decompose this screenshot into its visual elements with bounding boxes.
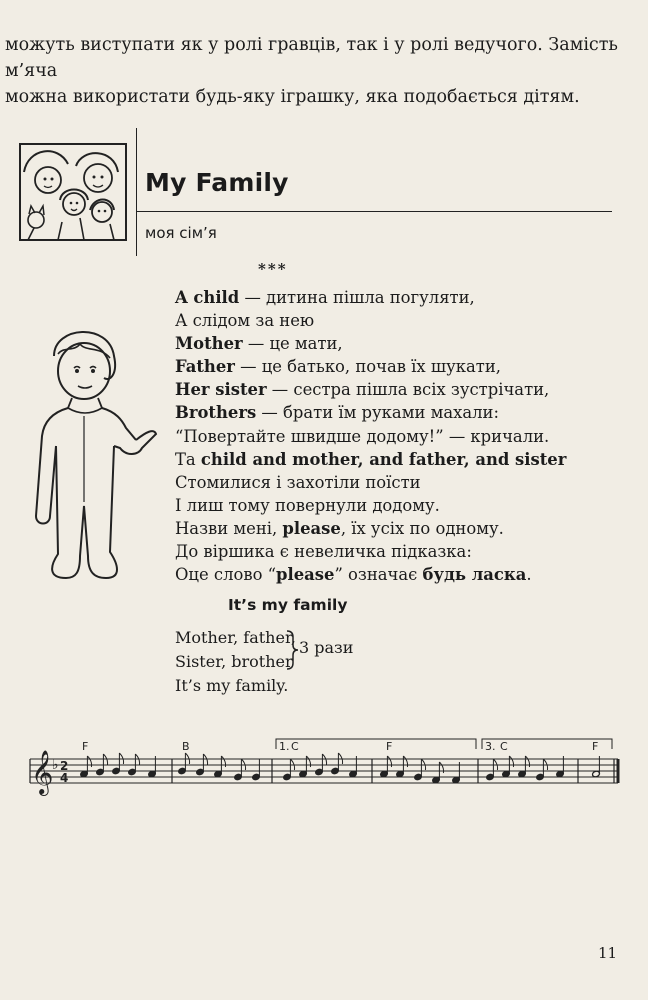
poem-text: І лиш тому повернули додому. xyxy=(175,495,440,515)
poem-line xyxy=(175,448,630,471)
song-line: Mother, father, xyxy=(175,628,296,647)
poem-text: — сестра пішла всіх зустрічати, xyxy=(266,380,550,400)
intro-paragraph xyxy=(5,32,625,110)
time-signature-bottom: 4 xyxy=(60,771,69,785)
poem-text: “Повертайте швидше додому!” — кричали. xyxy=(175,426,550,446)
section-vertical-rule xyxy=(136,128,137,256)
poem-line xyxy=(175,425,630,448)
poem-text: — це батько, почав їх шукати, xyxy=(234,357,501,377)
poem-line xyxy=(175,378,630,401)
section-horizontal-rule xyxy=(136,211,612,212)
stars-divider: *** xyxy=(258,260,288,278)
volta-bracket-1 xyxy=(276,739,476,749)
chord-label: F xyxy=(592,740,599,753)
poem-line xyxy=(175,286,630,309)
poem xyxy=(175,286,630,586)
poem-bold-word: please xyxy=(276,565,335,585)
song-line: Sister, brother xyxy=(175,652,293,671)
poem-bold-word: child and mother, and father, and sister xyxy=(200,449,567,469)
poem-line xyxy=(175,471,630,494)
treble-clef-icon: 𝄞 xyxy=(31,750,54,794)
poem-text: — брати їм руками махали: xyxy=(256,403,499,423)
time-signature-top: 2 xyxy=(60,759,69,773)
song-lyrics xyxy=(175,626,296,698)
poem-text: . xyxy=(526,565,532,585)
poem-text: — це мати, xyxy=(242,334,343,354)
repeat-label: 3 рази xyxy=(299,638,354,657)
intro-line: можуть виступати як у ролі гравців, так і у ролі ведучого. Замість м’яча xyxy=(5,35,618,81)
poem-text: Та xyxy=(175,449,201,469)
poem-line xyxy=(175,563,630,586)
child-illustration xyxy=(14,316,164,596)
poem-line xyxy=(175,517,630,540)
poem-text: Оце слово “ xyxy=(175,565,277,585)
volta-label-3: 3. xyxy=(485,740,496,753)
poem-text: Стомилися і захотіли поїсти xyxy=(175,472,421,492)
poem-bold-word: будь ласка xyxy=(422,565,527,585)
poem-text: ” означає xyxy=(334,565,423,585)
poem-text: До віршика є невеличка підказка: xyxy=(175,542,472,562)
family-illustration xyxy=(18,142,128,242)
poem-line xyxy=(175,401,630,424)
poem-line xyxy=(175,309,630,332)
notes xyxy=(80,753,601,784)
chord-label: B xyxy=(182,740,190,753)
section-title: My Family xyxy=(145,168,289,197)
poem-text: , їх усіх по одному. xyxy=(340,518,504,538)
poem-line xyxy=(175,355,630,378)
page-number: 11 xyxy=(598,944,618,962)
poem-bold-word: Brothers xyxy=(175,403,257,423)
volta-label-1: 1. xyxy=(279,740,290,753)
poem-bold-word: Father xyxy=(175,357,235,377)
chord-label: F xyxy=(82,740,89,753)
poem-bold-word: A child xyxy=(175,288,240,307)
poem-line xyxy=(175,332,630,355)
poem-text: Назви мені, xyxy=(175,518,283,538)
poem-line xyxy=(175,540,630,563)
poem-bold-word: please xyxy=(282,518,341,538)
repeat-brace xyxy=(285,629,299,671)
poem-text: А слідом за нею xyxy=(175,311,315,331)
music-staff xyxy=(0,728,648,812)
intro-line: можна використати будь-яку іграшку, яка подобається дітям. xyxy=(5,87,580,107)
poem-bold-word: Her sister xyxy=(175,380,267,400)
chord-label: F xyxy=(386,740,393,753)
poem-text: — дитина пішла погуляти, xyxy=(239,288,475,307)
flat-icon: ♭ xyxy=(52,757,59,773)
chord-label: C xyxy=(500,740,508,753)
poem-bold-word: Mother xyxy=(175,334,243,354)
poem-line xyxy=(175,494,630,517)
song-title: It’s my family xyxy=(228,596,348,614)
song-line: It’s my family. xyxy=(175,676,289,695)
section-subtitle: моя сім’я xyxy=(145,224,217,242)
chord-label: C xyxy=(291,740,299,753)
